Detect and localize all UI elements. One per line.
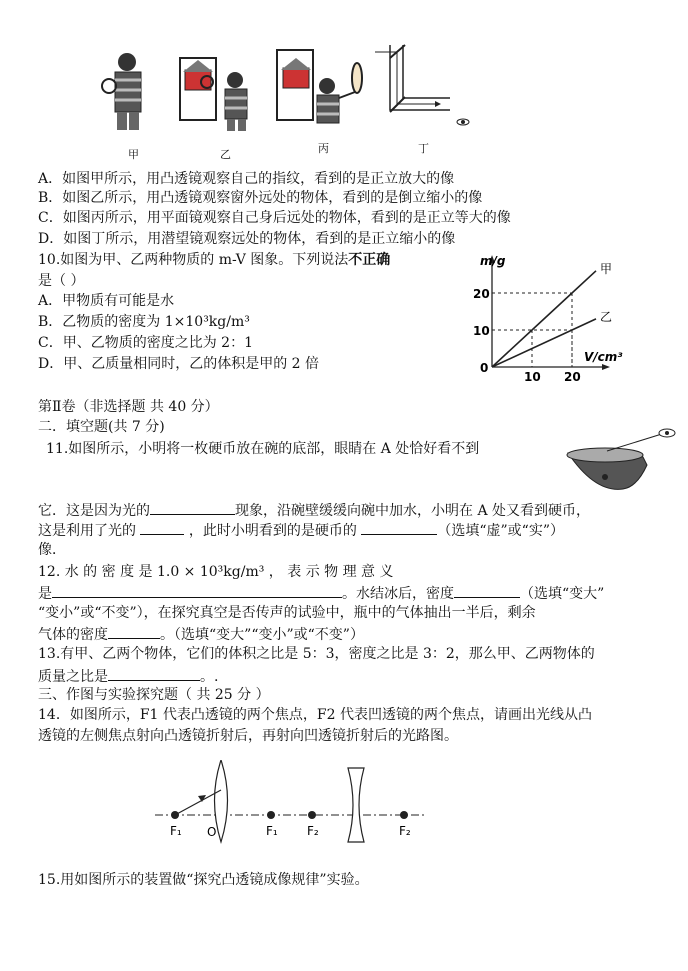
- q9-option-b: B．如图乙所示，用凸透镜观察窗外远处的物体，看到的是倒立缩小的像: [38, 190, 483, 206]
- q12-line2-a: 是: [38, 586, 52, 602]
- q14-line1: 14．如图所示，F1 代表凸透镜的两个焦点，F2 代表凹透镜的两个焦点，请画出光线从凸: [38, 707, 592, 723]
- q11-line2-a: 它．这是因为光的: [38, 503, 150, 519]
- q10-option-c: C．甲、乙物质的密度之比为 2：1: [38, 335, 253, 351]
- q11-blank-1[interactable]: [150, 500, 235, 515]
- q12-line2-b: 。水结冰后，密度: [342, 586, 454, 602]
- section3-title: 三、作图与实验探究题（ 共 25 分 ）: [38, 687, 270, 703]
- series-label-0: 甲: [600, 261, 613, 276]
- q10-option-a: A．甲物质有可能是水: [38, 293, 175, 309]
- q10-stem-bold: 不正确: [348, 252, 391, 268]
- q12-line2-c: （选填“变大”: [520, 586, 605, 602]
- q11-line3-a: 这是利用了光的: [38, 523, 136, 539]
- y-axis-label: m/g: [480, 255, 506, 269]
- lens-diagram: [150, 760, 430, 845]
- q9-option-c: C．如图丙所示，用平面镜观察自己身后远处的物体，看到的是正立等大的像: [38, 210, 511, 226]
- concave-lens-icon: [348, 768, 364, 842]
- focal-point-f2-right: [400, 811, 408, 819]
- bowl-figure: [565, 425, 680, 495]
- part-fill-title: 二．填空题(共 7 分): [38, 419, 165, 435]
- q11-blank-3[interactable]: [361, 520, 437, 535]
- m-v-chart: [462, 255, 662, 390]
- coin-icon: [602, 474, 608, 480]
- series-label-1: 乙: [600, 309, 613, 324]
- q12-line4: [38, 624, 364, 644]
- q10-stem-text: 10.如图为甲、乙两种物质的 m-V 图象。下列说法: [38, 252, 349, 268]
- q12-line3: “变小”或“不变”），在探究真空是否传声的试验中，瓶中的气体抽出一半后，剩余: [38, 605, 536, 621]
- label-o: O: [207, 825, 217, 839]
- label-f2-left: F₂: [307, 824, 319, 838]
- series-line-0: [492, 271, 596, 367]
- q12-line4-a: 气体的密度: [38, 627, 108, 643]
- q13-line2: [38, 666, 218, 686]
- q11-line3-c: （选填“虚”或“实”）: [437, 523, 564, 539]
- figure-yi-window-boy: [180, 58, 247, 131]
- q13-blank[interactable]: [108, 666, 200, 681]
- q13-line2-a: 质量之比是: [38, 669, 108, 685]
- q13-line1: 13.有甲、乙两个物体，它们的体积之比是 5：3，密度之比是 3：2，那么甲、乙两物体的: [38, 646, 595, 662]
- figure-jia-boy-magnifier: [102, 53, 141, 130]
- label-f2-right: F₂: [399, 824, 411, 838]
- q11-line4: 像．: [38, 542, 66, 558]
- q12-line2: [38, 583, 604, 603]
- x-tick-0: 10: [524, 370, 541, 384]
- label-f1-right: F₁: [266, 824, 278, 838]
- x-axis-label: V/cm³: [584, 350, 623, 364]
- origin-label: 0: [480, 361, 489, 375]
- q9-option-d: D．如图丁所示，用潜望镜观察远处的物体，看到的是正立缩小的像: [38, 231, 456, 247]
- q12-blank-1[interactable]: [52, 583, 342, 598]
- q11-line2-b: 现象，沿碗壁缓缓向碗中加水，小明在 A 处又看到硬币，: [235, 503, 591, 519]
- label-f1-left: F₁: [170, 824, 182, 838]
- focal-point-f1-right: [267, 811, 275, 819]
- q9-figure: [95, 40, 485, 135]
- fig-label-jia: 甲: [128, 148, 139, 161]
- q10-stem: [38, 251, 390, 269]
- q11-line3-b: ，此时小明看到的是硬币的: [188, 523, 357, 539]
- y-tick-1: 20: [473, 287, 490, 301]
- focal-point-f2-left: [308, 811, 316, 819]
- section2-title: 第Ⅱ卷（非选择题 共 40 分）: [38, 399, 219, 415]
- figure-bing-mirror-boy: [277, 50, 362, 123]
- figure-ding-periscope: [375, 45, 469, 125]
- q10-option-d: D．甲、乙质量相同时，乙的体积是甲的 2 倍: [38, 356, 320, 372]
- q11-line2: [38, 500, 590, 520]
- q15-line1: 15.用如图所示的装置做“探究凸透镜成像规律”实验。: [38, 872, 369, 888]
- fig-label-bing: 丙: [318, 142, 329, 155]
- q11-line1: 11.如图所示，小明将一枚硬币放在碗的底部，眼睛在 A 处恰好看不到: [46, 441, 480, 457]
- q9-option-a: A．如图甲所示，用凸透镜观察自己的指纹，看到的是正立放大的像: [38, 171, 455, 187]
- q13-line2-b: 。.: [200, 669, 219, 685]
- q11-line3: [38, 520, 564, 540]
- q12-line1: 12. 水 的 密 度 是 1.0 × 10³kg/m³ ， 表 示 物 理 意 义: [38, 564, 394, 580]
- y-tick-0: 10: [473, 324, 490, 338]
- q12-blank-3[interactable]: [108, 624, 160, 639]
- q12-blank-2[interactable]: [454, 583, 520, 598]
- q10-stem-b: 是（ ）: [38, 273, 85, 289]
- q14-line2: 透镜的左侧焦点射向凸透镜折射后，再射向凹透镜折射后的光路图。: [38, 728, 458, 744]
- q12-line4-b: 。（选填“变大”“变小”或“不变”）: [160, 627, 364, 643]
- x-axis-arrow-icon: [602, 364, 610, 370]
- series-line-1: [492, 319, 596, 367]
- fig-label-ding: 丁: [418, 142, 429, 155]
- q11-blank-2[interactable]: [140, 520, 184, 535]
- q10-option-b: B．乙物质的密度为 1×10³kg/m³: [38, 314, 250, 330]
- x-tick-1: 20: [564, 370, 581, 384]
- fig-label-yi: 乙: [220, 148, 231, 161]
